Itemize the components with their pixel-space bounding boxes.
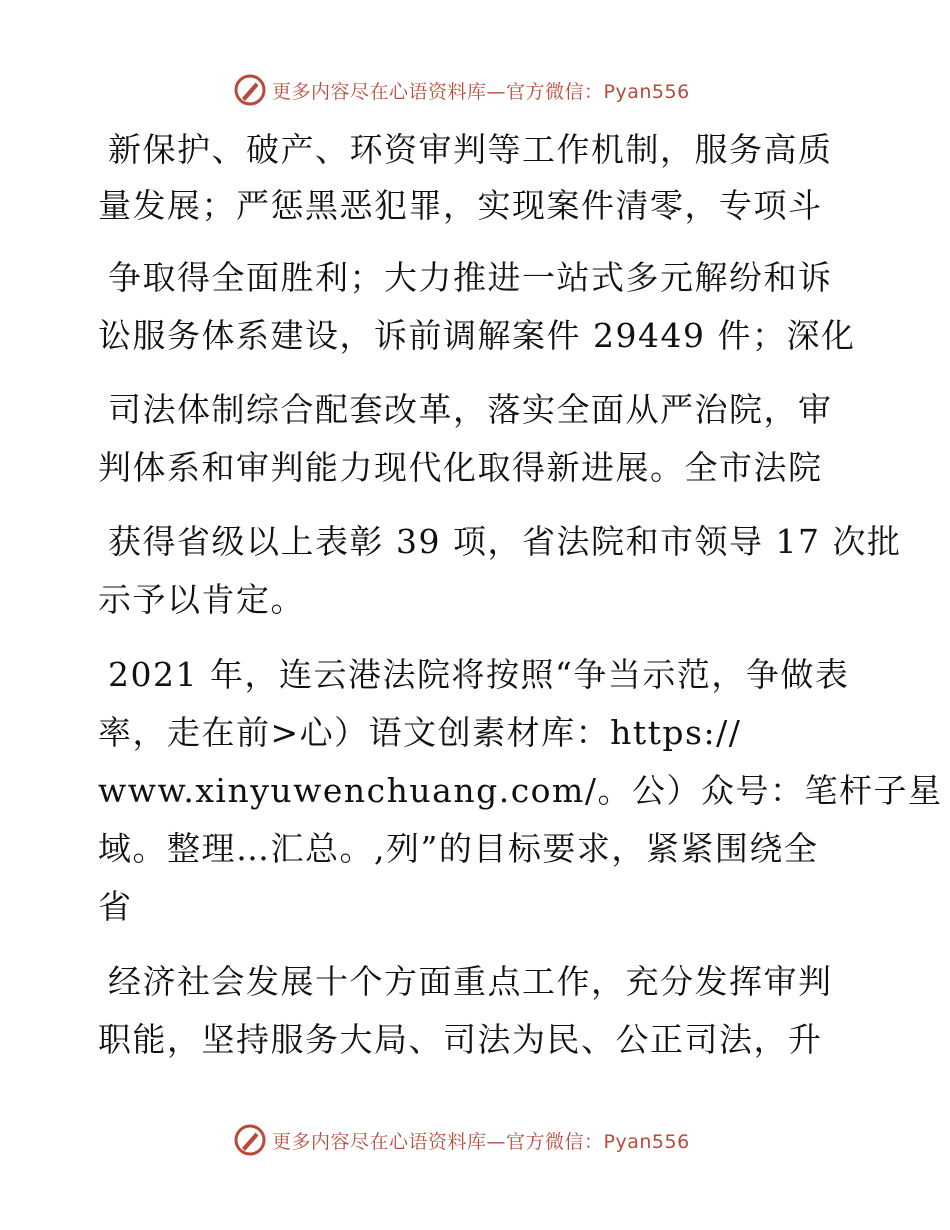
body-line-11: www.xinyuwenchuang.com/。公）众号：笔杆子星 xyxy=(98,771,943,810)
footer-watermark-banner xyxy=(232,1120,732,1160)
body-line-15: 职能，坚持服务大局、司法为民、公正司法，升 xyxy=(98,1020,823,1059)
body-line-3: 争取得全面胜利；大力推进一站式多元解纷和诉 xyxy=(108,258,833,297)
body-line-6: 判体系和审判能力现代化取得新进展。全市法院 xyxy=(98,448,823,487)
body-line-1: 新保护、破产、环资审判等工作机制，服务高质 xyxy=(108,130,833,169)
body-line-9: 2021 年，连云港法院将按照“争当示范，争做表 xyxy=(108,655,850,694)
header-watermark-banner xyxy=(232,70,732,110)
body-line-12: 域。整理…汇总。,列”的目标要求，紧紧围绕全 xyxy=(98,829,819,868)
body-line-8: 示予以肯定。 xyxy=(98,580,305,619)
pen-nib-logo-icon xyxy=(232,1122,268,1158)
header-watermark-text: 更多内容尽在心语资料库—官方微信：Pyan556 xyxy=(272,80,690,103)
body-line-10: 率，走在前>心）语文创素材库：https:// xyxy=(98,713,742,752)
body-line-2: 量发展；严惩黑恶犯罪，实现案件清零，专项斗 xyxy=(98,186,823,225)
body-line-4: 讼服务体系建设，诉前调解案件 29449 件；深化 xyxy=(98,316,856,355)
pen-nib-logo-icon xyxy=(232,72,268,108)
footer-watermark-text: 更多内容尽在心语资料库—官方微信：Pyan556 xyxy=(272,1130,690,1153)
body-line-5: 司法体制综合配套改革，落实全面从严治院，审 xyxy=(108,390,833,429)
body-line-14: 经济社会发展十个方面重点工作，充分发挥审判 xyxy=(108,962,833,1001)
body-line-7: 获得省级以上表彰 39 项，省法院和市领导 17 次批 xyxy=(108,522,902,561)
body-line-13: 省 xyxy=(98,887,133,926)
